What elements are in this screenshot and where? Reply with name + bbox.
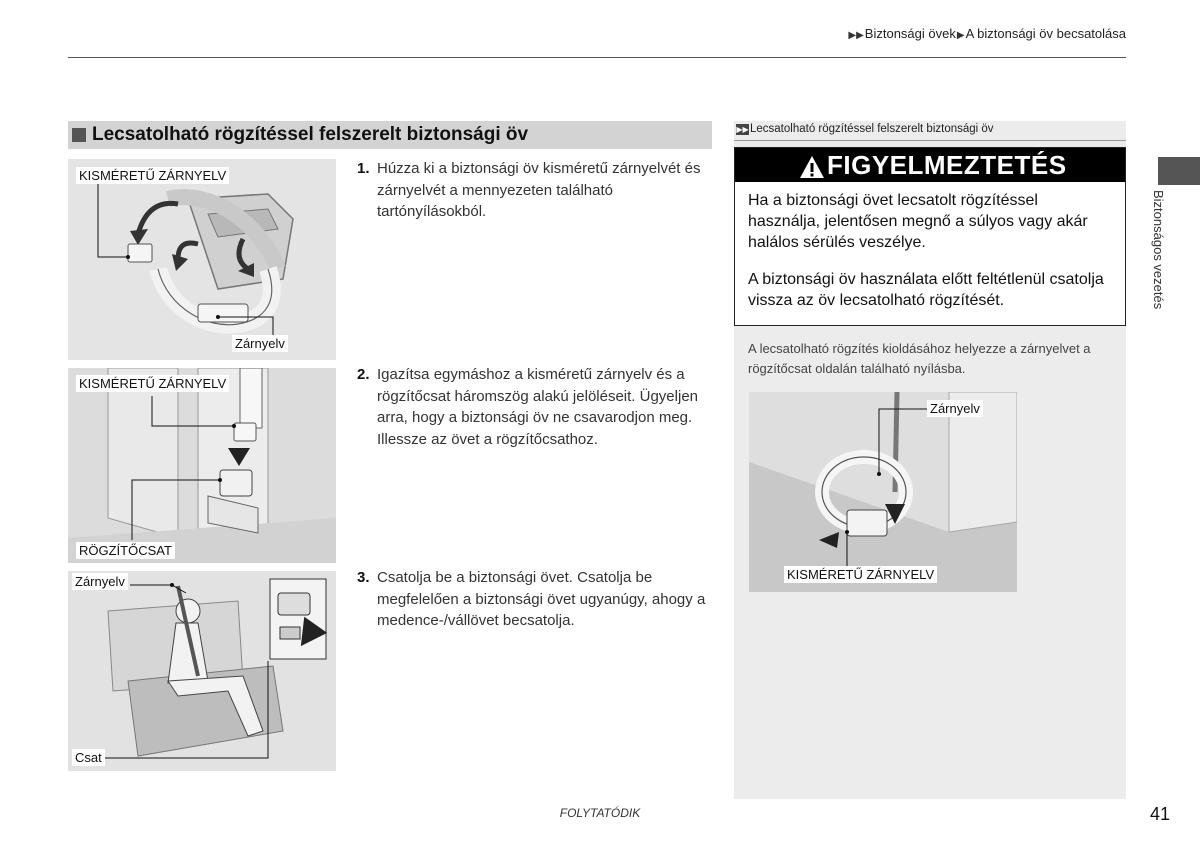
warning-header <box>735 148 1125 182</box>
page-number: 41 <box>1150 804 1171 824</box>
figure-1 <box>68 159 336 360</box>
header-divider <box>68 57 1126 58</box>
side-figure-label-tongue: Zárnyelv <box>927 400 983 417</box>
figure-2-label-anchor-buckle: RÖGZÍTŐCSAT <box>76 542 175 559</box>
warning-title: FIGYELMEZTETÉS <box>827 150 1067 180</box>
side-figure-illustration <box>749 392 1017 592</box>
breadcrumb-item-seatbelts[interactable]: Biztonsági övek <box>864 26 956 41</box>
triangle-icon: ▶▶ <box>848 30 864 41</box>
figure-1-label-tongue: Zárnyelv <box>232 335 288 352</box>
triangle-icon: ▶ <box>956 30 965 41</box>
breadcrumb <box>847 26 1126 41</box>
step-number: 1. <box>357 160 370 177</box>
figure-3-illustration <box>68 571 336 771</box>
step-2 <box>357 364 709 474</box>
step-text: Húzza ki a biztonsági öv kisméretű zárnyelvét és zárnyelvét a mennyezeten található tartónyílásokból. <box>377 160 701 220</box>
continued-label: FOLYTATÓDIK <box>559 806 641 820</box>
chapter-tab-label <box>1148 190 1184 330</box>
step-number: 2. <box>357 366 370 383</box>
breadcrumb-item-fastening[interactable]: A biztonsági öv becsatolása <box>965 26 1126 41</box>
figure-3 <box>68 571 336 771</box>
figure-2-label-small-tongue: KISMÉRETŰ ZÁRNYELV <box>76 375 229 392</box>
figure-2-illustration <box>68 368 336 563</box>
side-panel-heading-text: Lecsatolható rögzítéssel felszerelt biztonsági öv <box>750 123 994 135</box>
side-figure <box>749 392 1017 592</box>
chapter-tab[interactable] <box>1158 157 1200 185</box>
step-1 <box>357 158 709 228</box>
step-number: 3. <box>357 569 370 586</box>
warning-paragraph-2: A biztonsági öv használata előtt feltétlenül csatolja vissza az öv lecsatolható rögzítését. <box>748 271 1104 309</box>
figure-2 <box>68 368 336 563</box>
figure-1-label-small-tongue: KISMÉRETŰ ZÁRNYELV <box>76 167 229 184</box>
figure-3-label-tongue: Zárnyelv <box>72 573 128 590</box>
step-text: Csatolja be a biztonsági övet. Csatolja be megfelelően a biztonsági övet ugyanúgy, ahogy a medence-/vállövet becsatolja. <box>377 569 706 629</box>
chapter-tab-text: Biztonságos vezetés <box>1151 190 1166 310</box>
warning-paragraph-1: Ha a biztonsági övet lecsatolt rögzítéssel használja, jelentősen megnő a súlyos vagy akár halálos sérülés veszélye. <box>748 192 1088 251</box>
step-text: Igazítsa egymáshoz a kisméretű zárnyelv és a rögzítőcsat háromszög alakú jelöléseit. Ügyeljen arra, hogy a biztonsági öv ne csavarodjon meg. Illessze az övet a rögzítőcsathoz. <box>377 366 698 448</box>
figure-1-illustration <box>68 159 336 360</box>
figure-3-label-buckle: Csat <box>72 749 105 766</box>
side-panel-heading <box>734 121 1126 141</box>
section-title: Lecsatolható rögzítéssel felszerelt biztonsági öv <box>92 124 529 145</box>
square-bullet-icon <box>72 128 86 142</box>
warning-triangle-icon <box>799 155 825 179</box>
side-figure-label-small-tongue: KISMÉRETŰ ZÁRNYELV <box>784 566 937 583</box>
triangle-icon: ▶▶ <box>736 125 749 134</box>
section-heading <box>68 121 712 149</box>
step-3 <box>357 567 709 637</box>
side-note: A lecsatolható rögzítés kioldásához helyezze a zárnyelvet a rögzítőcsat oldalán található nyílásba. <box>748 341 1091 376</box>
